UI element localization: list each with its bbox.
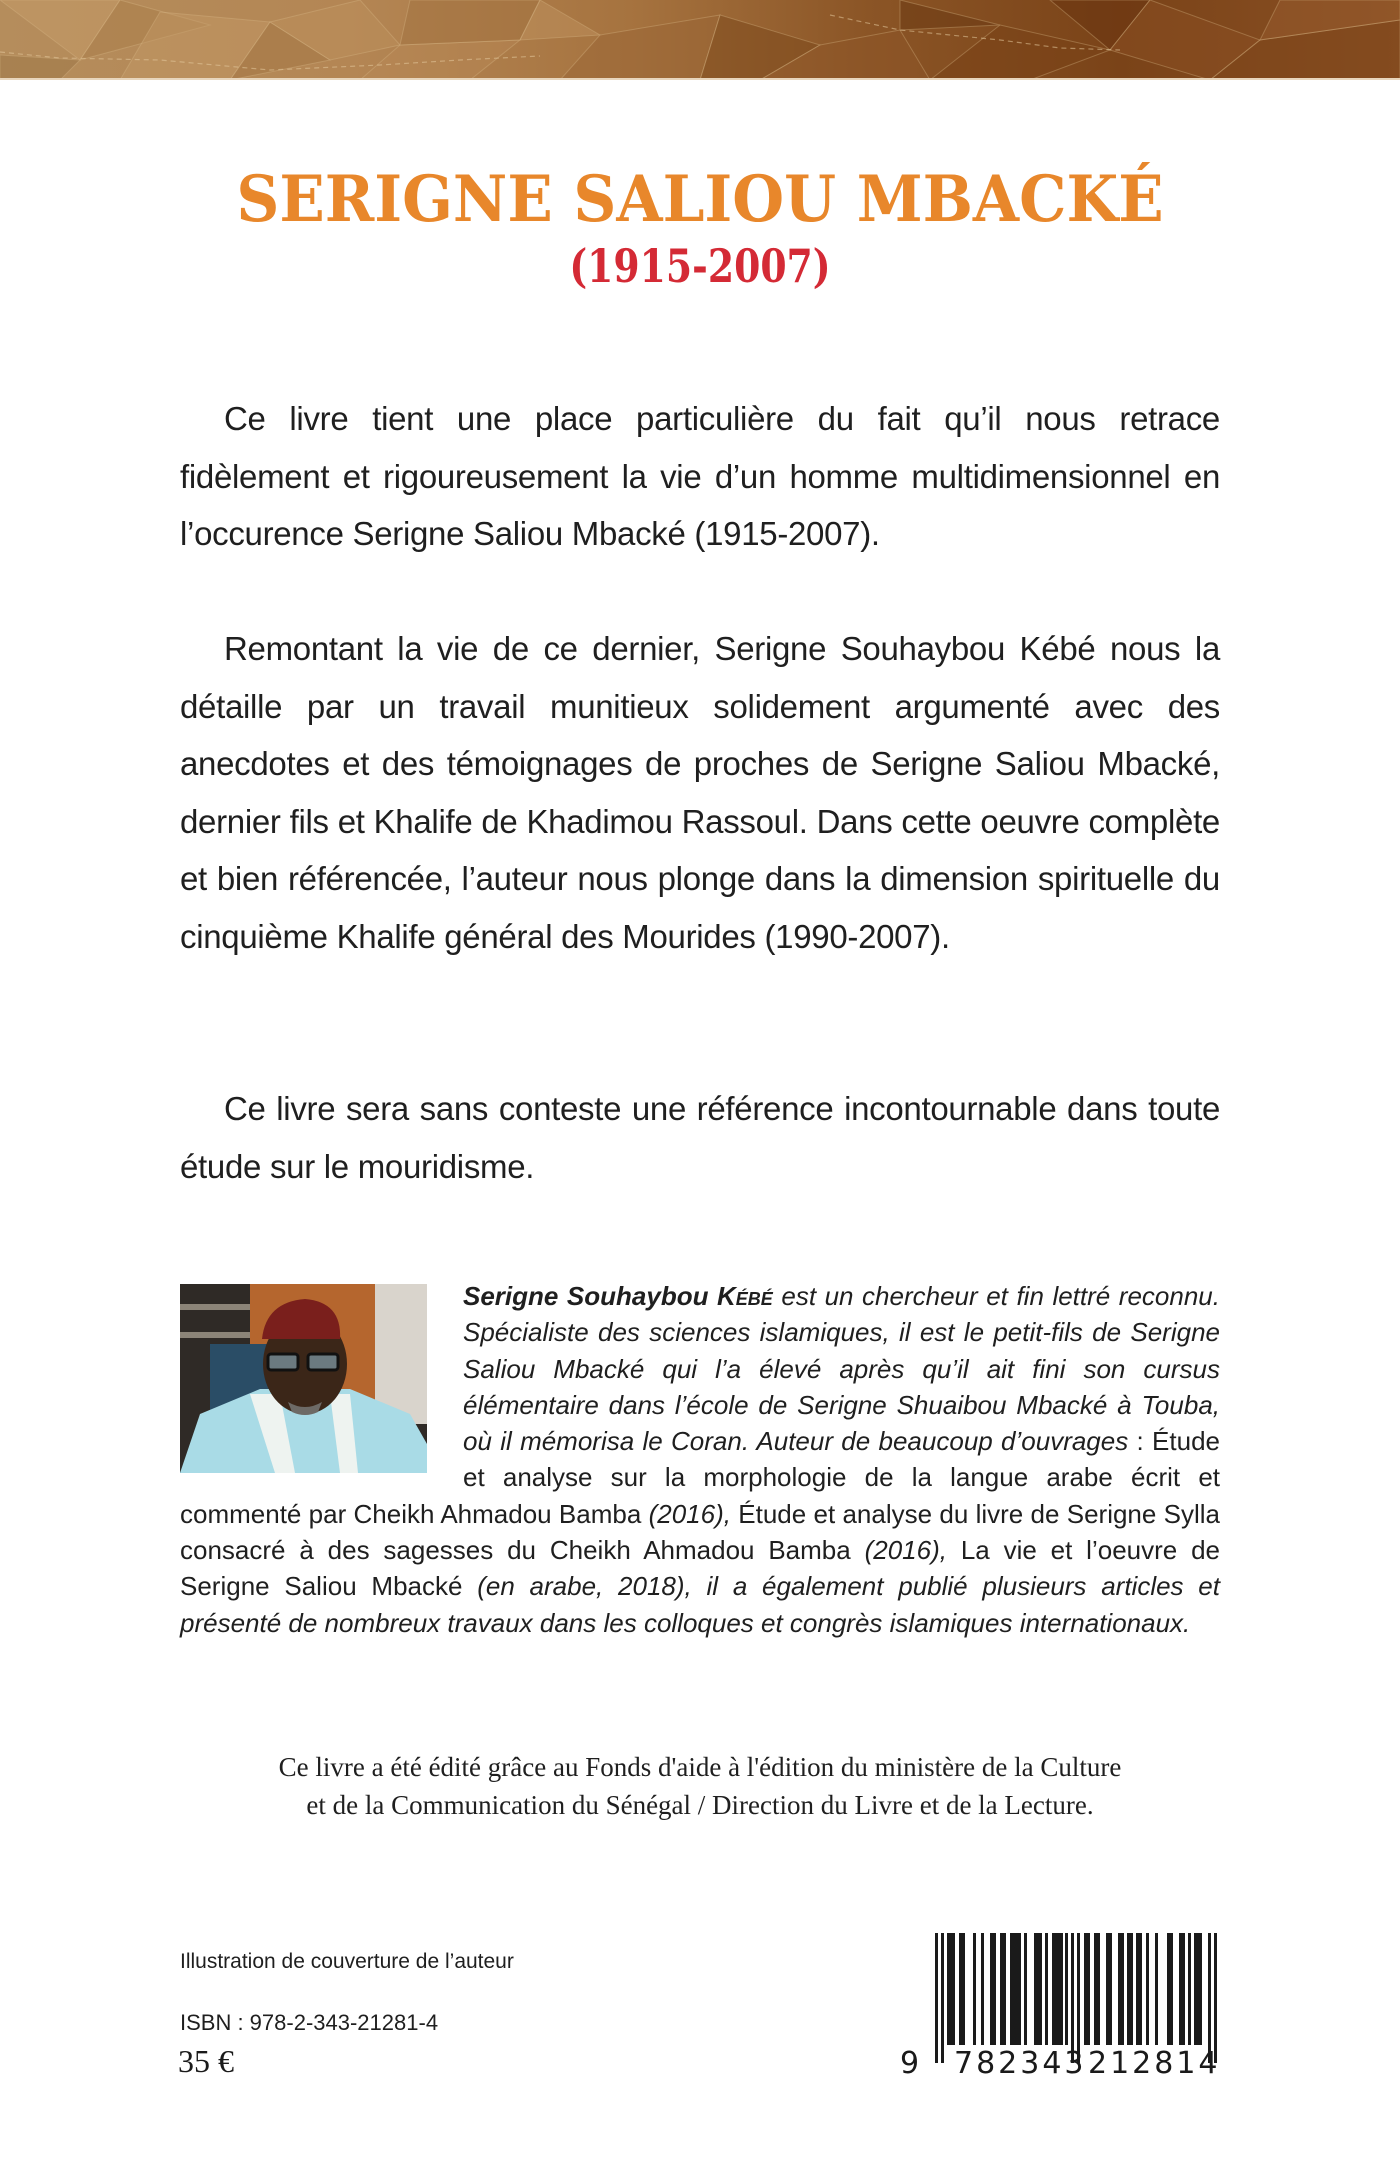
barcode-first-digit: 9 bbox=[900, 2046, 923, 2081]
book-subtitle-dates: (1915-2007) bbox=[569, 239, 831, 293]
decorative-banner bbox=[0, 0, 1400, 80]
price: 35 € bbox=[178, 2043, 234, 2079]
bio-text-intro: est un chercheur et fin lettré reconnu. Spécialiste des sciences islamiques, il est le petit-fils de Serigne Saliou Mbacké qui l’a élevé après qu’il ait fini son cursus élémentaire dans l’école de Serigne Shuaibou Mbacké à Touba, où il mémorisa le Coran. Auteur de beaucoup d’ouvrages bbox=[463, 1281, 1220, 1457]
bio-text-works-1: : Étude et analyse sur la morphologie de la langue arabe écrit et commenté par Cheikh Ahmadou Bamba bbox=[180, 1426, 1220, 1529]
funding-note bbox=[160, 1748, 1240, 1824]
barcode-right-digits: 212814 bbox=[1088, 2046, 1221, 2081]
barcode-left-digits: 782343 bbox=[954, 2046, 1087, 2081]
bio-text-closing: (en arabe, 2018), il a également publié plusieurs articles et présenté de nombreux travaux dans les colloques et congrès islamiques internationaux. bbox=[180, 1571, 1220, 1638]
synopsis-paragraph-1: Ce livre tient une place particulière du fait qu’il nous retrace fidèlement et rigoureusement la vie d’un homme multidimensionnel en l’occurence Serigne Saliou Mbacké (1915-2007). bbox=[180, 400, 1220, 552]
cover-illustration-credit: Illustration de couverture de l’auteur bbox=[180, 1950, 514, 1973]
isbn: ISBN : 978-2-343-21281-4 bbox=[180, 2010, 439, 2035]
author-biography bbox=[180, 1278, 1220, 1641]
bio-year-2: (2016), bbox=[864, 1535, 947, 1566]
book-title: SERIGNE SALIOU MBACKÉ bbox=[236, 162, 1164, 237]
author-first-name: Serigne Souhaybou bbox=[463, 1281, 709, 1311]
photo-spacer bbox=[180, 1278, 463, 1493]
bio-year-1: (2016), bbox=[648, 1498, 731, 1529]
author-last-name: Kébé bbox=[717, 1281, 773, 1311]
funding-note-line-2: et de la Communication du Sénégal / Direction du Livre et de la Lecture. bbox=[306, 1790, 1094, 1820]
polygon-pattern-icon bbox=[0, 0, 1400, 80]
synopsis-paragraph-2: Remontant la vie de ce dernier, Serigne Souhaybou Kébé nous la détaille par un travail munitieux solidement argumenté avec des anecdotes et des témoignages de proches de Serigne Saliou Mbacké, dernier fils et Khalife de Khadimou Rassoul. Dans cette oeuvre complète et bien référencée, l’auteur nous plonge dans la dimension spirituelle du cinquième Khalife général des Mourides (1990-2007). bbox=[180, 630, 1220, 955]
bio-text-works-3: La vie et l’oeuvre de Serigne Saliou Mbacké bbox=[180, 1535, 1220, 1602]
bio-text-works-2: Étude et analyse du livre de Serigne Sylla consacré à des sagesses du Cheikh Ahmadou Bamba bbox=[180, 1498, 1220, 1566]
synopsis-paragraph-3: Ce livre sera sans conteste une référence incontournable dans toute étude sur le mouridisme. bbox=[180, 1090, 1220, 1185]
funding-note-line-1: Ce livre a été édité grâce au Fonds d'aide à l'édition du ministère de la Culture bbox=[278, 1752, 1122, 1782]
